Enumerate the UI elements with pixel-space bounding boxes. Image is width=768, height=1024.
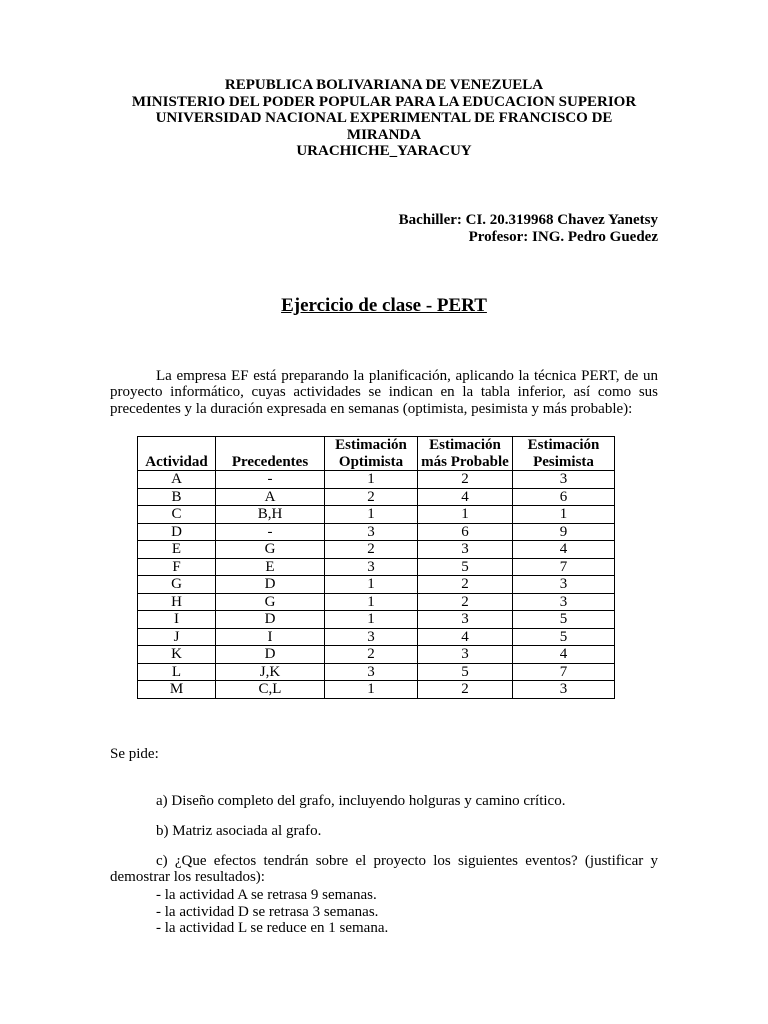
- table-cell: 6: [513, 488, 615, 506]
- table-row: [138, 541, 615, 559]
- table-cell: 3: [513, 576, 615, 594]
- table-cell: 3: [325, 663, 418, 681]
- table-row: [138, 471, 615, 489]
- table-row: [138, 593, 615, 611]
- table-cell: C,L: [216, 681, 325, 699]
- table-cell: 3: [418, 541, 513, 559]
- table-cell: A: [138, 471, 216, 489]
- table-cell: J,K: [216, 663, 325, 681]
- table-cell: G: [216, 593, 325, 611]
- item-c: c) ¿Que efectos tendrán sobre el proyecto los siguientes eventos? (justificar y demostrar los resultados):: [110, 853, 658, 886]
- table-cell: 4: [418, 488, 513, 506]
- table-cell: B: [138, 488, 216, 506]
- header-line-location: URACHICHE_YARACUY: [296, 143, 472, 159]
- table-cell: E: [216, 558, 325, 576]
- table-cell: D: [138, 523, 216, 541]
- item-b: b) Matriz asociada al grafo.: [156, 823, 322, 839]
- table-cell: 1: [325, 681, 418, 699]
- table-cell: A: [216, 488, 325, 506]
- table-cell: I: [216, 628, 325, 646]
- table-cell: 1: [325, 471, 418, 489]
- table-cell: 4: [513, 646, 615, 664]
- table-cell: 1: [325, 576, 418, 594]
- table-row: [138, 576, 615, 594]
- item-a: a) Diseño completo del grafo, incluyendo holguras y camino crítico.: [156, 793, 566, 809]
- table-cell: 2: [418, 576, 513, 594]
- table-cell: F: [138, 558, 216, 576]
- header-line-ministry: MINISTERIO DEL PODER POPULAR PARA LA EDUCACION SUPERIOR: [131, 93, 637, 110]
- header-line-country: REPUBLICA BOLIVARIANA DE VENEZUELA: [224, 77, 544, 93]
- table-cell: 4: [418, 628, 513, 646]
- table-cell: 3: [513, 681, 615, 699]
- table-cell: 6: [418, 523, 513, 541]
- table-cell: 5: [418, 663, 513, 681]
- table-cell: 4: [513, 541, 615, 559]
- table-cell: 3: [513, 593, 615, 611]
- table-row: [138, 558, 615, 576]
- table-row: [138, 663, 615, 681]
- table-cell: B,H: [216, 506, 325, 524]
- table-cell: 3: [418, 646, 513, 664]
- table-cell: G: [138, 576, 216, 594]
- table-row: [138, 523, 615, 541]
- table-cell: K: [138, 646, 216, 664]
- table-row: [138, 611, 615, 629]
- table-cell: I: [138, 611, 216, 629]
- table-cell: 7: [513, 663, 615, 681]
- header-precedentes: Precedentes: [216, 437, 325, 471]
- table-cell: L: [138, 663, 216, 681]
- table-cell: J: [138, 628, 216, 646]
- table-cell: M: [138, 681, 216, 699]
- table-row: [138, 646, 615, 664]
- table-cell: 5: [513, 628, 615, 646]
- table-cell: 2: [325, 646, 418, 664]
- table-cell: G: [216, 541, 325, 559]
- header-optimista: Estimación Optimista: [325, 437, 418, 471]
- table-cell: 3: [325, 628, 418, 646]
- table-row: [138, 681, 615, 699]
- header-pesimista: Estimación Pesimista: [513, 437, 615, 471]
- table-cell: 3: [513, 471, 615, 489]
- table-cell: 1: [513, 506, 615, 524]
- event-item: - la actividad A se retrasa 9 semanas.: [156, 887, 377, 903]
- table-cell: -: [216, 523, 325, 541]
- header-line-university-cont: MIRANDA: [346, 126, 422, 143]
- author-block: [399, 212, 658, 246]
- table-cell: 2: [418, 593, 513, 611]
- document-title: Ejercicio de clase - PERT: [281, 295, 487, 316]
- institution-header: [110, 77, 658, 160]
- header-actividad: Actividad: [138, 437, 216, 471]
- se-pide-label: Se pide:: [110, 746, 159, 762]
- table-cell: C: [138, 506, 216, 524]
- table-cell: 9: [513, 523, 615, 541]
- table-cell: 3: [325, 523, 418, 541]
- header-line-university: UNIVERSIDAD NACIONAL EXPERIMENTAL DE FRANCISCO DE: [155, 110, 613, 126]
- table-cell: 1: [325, 506, 418, 524]
- table-cell: 3: [418, 611, 513, 629]
- event-item: - la actividad L se reduce en 1 semana.: [156, 920, 389, 936]
- event-item: - la actividad D se retrasa 3 semanas.: [156, 903, 379, 920]
- activities-table: [137, 436, 615, 699]
- header-mas-probable: Estimación más Probable: [418, 437, 513, 471]
- table-cell: D: [216, 646, 325, 664]
- table-cell: 1: [418, 506, 513, 524]
- table-cell: 1: [325, 593, 418, 611]
- intro-paragraph: La empresa EF está preparando la planificación, aplicando la técnica PERT, de un proyecto informático, cuyas actividades se indican en la tabla inferior, así como sus precedentes y la duración expresada en semanas (optimista, pesimista y más probable):: [110, 368, 658, 417]
- events-list: [156, 887, 388, 937]
- table-cell: E: [138, 541, 216, 559]
- table-cell: 2: [418, 471, 513, 489]
- table-row: [138, 488, 615, 506]
- table-cell: 2: [418, 681, 513, 699]
- student-line: Bachiller: CI. 20.319968 Chavez Yanetsy: [398, 212, 658, 228]
- table-cell: 2: [325, 488, 418, 506]
- professor-line: Profesor: ING. Pedro Guedez: [468, 229, 658, 245]
- table-header-row: [138, 437, 615, 471]
- table-cell: 5: [418, 558, 513, 576]
- table-cell: -: [216, 471, 325, 489]
- table-cell: 7: [513, 558, 615, 576]
- table-cell: H: [138, 593, 216, 611]
- table-cell: D: [216, 576, 325, 594]
- table-cell: 3: [325, 558, 418, 576]
- table-row: [138, 628, 615, 646]
- table-cell: D: [216, 611, 325, 629]
- table-row: [138, 506, 615, 524]
- table-cell: 2: [325, 541, 418, 559]
- table-cell: 5: [513, 611, 615, 629]
- table-cell: 1: [325, 611, 418, 629]
